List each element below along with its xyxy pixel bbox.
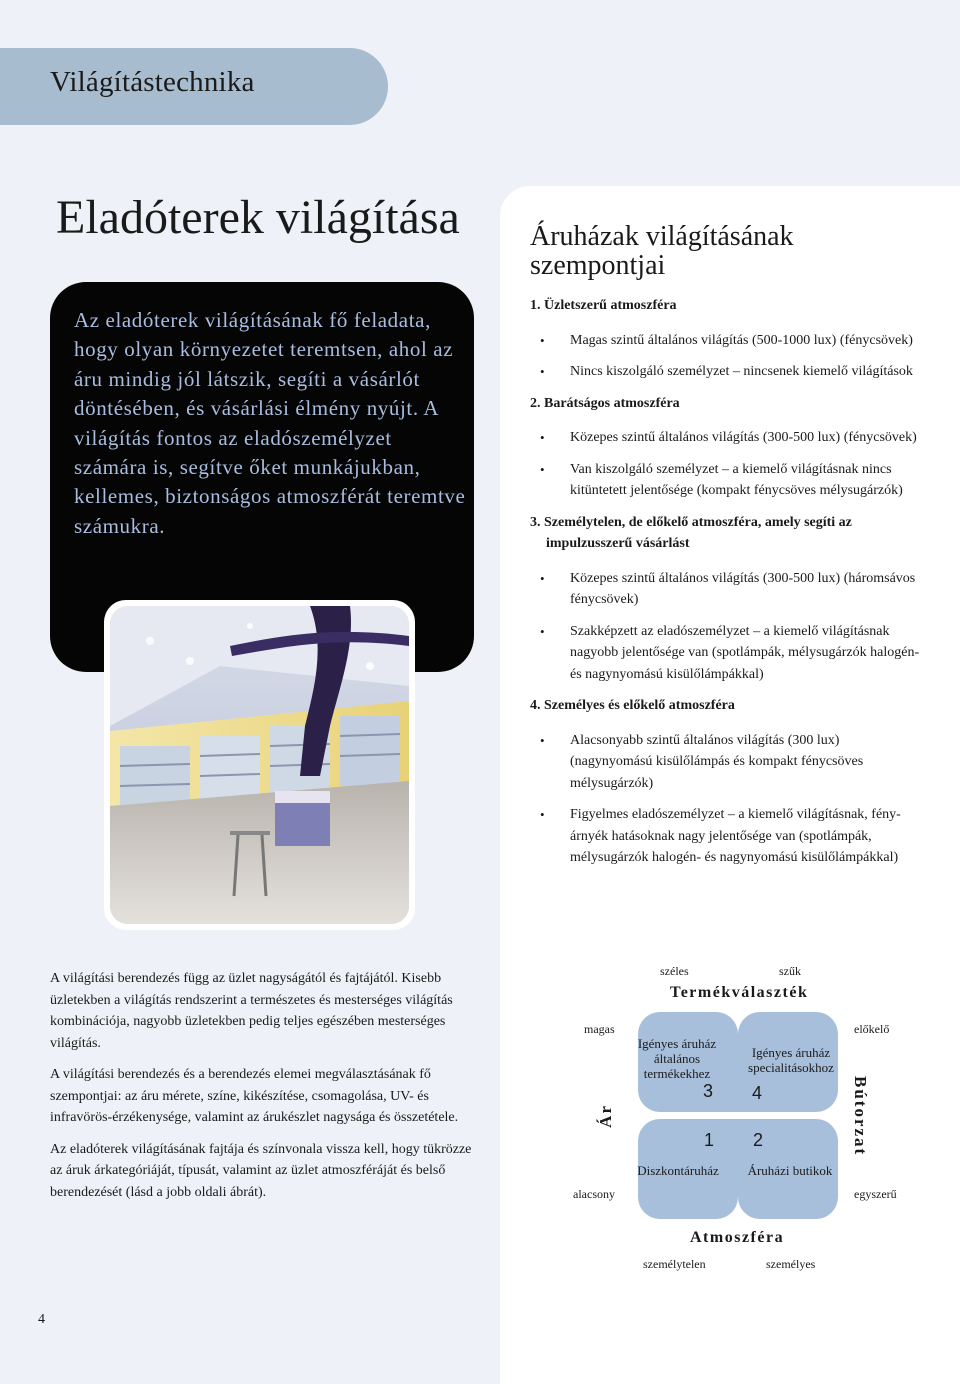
quadrant-3-number: 3 xyxy=(703,1081,714,1101)
store-interior-photo xyxy=(110,606,409,924)
list-item xyxy=(530,621,922,686)
quadrant-2-label: Áruházi butikok xyxy=(747,1163,833,1178)
list-item-text: Magas szintű általános világítás (500-1000 lux) (fénycsövek) xyxy=(570,332,913,348)
list-item xyxy=(530,730,922,795)
list-item-text: Alacsonyabb szintű általános világítás (300 lux) (nagynyomású kisülőlámpás és kompakt fénycsöves mélysugárzók) xyxy=(570,732,864,791)
bullet-icon: • xyxy=(540,332,545,348)
criterion-heading-line1: 3. Személytelen, de előkelő atmoszféra, amely segíti az xyxy=(530,514,852,530)
intro-text: Az eladóterek világításának fő feladata, hogy olyan környezetet teremtsen, ahol az áru mindig jól látszik, segíti a vásárlót döntésében, és vásárlási élmény nyújt. A világítás fontos az eladószemélyzet számára is, segítve őket munkájukban, kellemes, biztonságos atmoszférát teremtve számukra. xyxy=(74,308,466,538)
criterion-1 xyxy=(530,295,922,383)
criterion-heading xyxy=(530,512,922,555)
axis-bottom-left-label: személytelen xyxy=(643,1257,706,1271)
criterion-2 xyxy=(530,393,922,502)
list-item-text: Közepes szintű általános világítás (300-500 lux) (fénycsövek) xyxy=(570,430,917,445)
bullet-icon: • xyxy=(540,732,545,748)
quadrant-3-label: Igényes áruház általános termékekhez xyxy=(637,1036,717,1081)
paragraph: Az eladóterek világításának fajtája és színvonala vissza kell, hogy tükrözze az áruk árkategóriáját, típusát, valamint az üzlet atmoszféráját és belső berendezését (lásd a jobb oldali ábrát). xyxy=(50,1141,472,1200)
list-item xyxy=(530,804,922,869)
criterion-heading: 1. Üzletszerű atmoszféra xyxy=(530,298,677,313)
list-item-text: Van kiszolgáló személyzet – a kiemelő világításnak nincs kitüntetett jelentősége (kompakt fénycsöves mélysugárzók) xyxy=(570,461,903,498)
axis-top-left-label: széles xyxy=(660,964,689,978)
list-item-text: Közepes szintű általános világítás (300-500 lux) (háromsávos fénycsövek) xyxy=(570,570,916,607)
axis-top-title: Termékválaszték xyxy=(670,984,809,1001)
axis-bottom-title: Atmoszféra xyxy=(690,1229,785,1246)
page-number: 4 xyxy=(38,1312,45,1327)
paragraph: A világítási berendezés és a berendezés elemei megválasztásának fő szempontjai: az áru mérete, színe, kikészítése, csomagolása, UV- és infravörös-érzékenysége, valamint az árukészlet nagysága és összetétele. xyxy=(50,1067,459,1125)
quadrant-4-number: 4 xyxy=(752,1083,763,1103)
axis-right-bottom-label: egyszerű xyxy=(854,1187,897,1201)
photo-frame xyxy=(104,600,415,930)
quadrant-1-number: 1 xyxy=(704,1130,715,1150)
page-title: Eladóterek világítása xyxy=(56,191,460,244)
paragraph: A világítási berendezés függ az üzlet nagyságától és fajtájától. Kisebb üzletekben a világítás rendszerint a természetes és mesterséges világítás kombinációja, nagyobb üzletekben pedig teljes egészében mesterséges világítás. xyxy=(50,971,453,1051)
criterion-heading-line2: impulzusszerű vásárlást xyxy=(546,536,690,551)
quadrant-2-number: 2 xyxy=(753,1130,764,1150)
axis-right-title: Bútorzat xyxy=(851,1076,870,1157)
criterion-3 xyxy=(530,512,922,686)
bottom-text xyxy=(50,968,480,1213)
list-item xyxy=(530,568,922,611)
criteria-list xyxy=(530,295,922,879)
list-item xyxy=(530,427,922,449)
list-item-text: Szakképzett az eladószemélyzet – a kiemelő világításnak nagyobb jelentősége van (spotlámpák, mélysugárzók halogén- és nagynyomású kisülőlámpákkal) xyxy=(570,623,920,682)
bullet-icon: • xyxy=(540,364,545,379)
list-item-text: Figyelmes eladószemélyzet – a kiemelő világításnak, fény-árnyék hatásoknak nagy jelentősége van (spotlámpák, mélysugárzók halogén- és nagynyomású kisülőlámpákkal) xyxy=(570,807,901,865)
axis-left-top-label: magas xyxy=(584,1022,615,1036)
quadrant-4-label: Igényes áruház specialitásokhoz xyxy=(748,1045,834,1075)
header-title: Világítástechnika xyxy=(50,66,255,98)
bullet-icon: • xyxy=(540,430,545,445)
criterion-4 xyxy=(530,695,922,869)
list-item xyxy=(530,330,922,352)
axis-left-title: Ár xyxy=(596,1104,615,1128)
bullet-icon: • xyxy=(540,570,545,586)
axis-top-right-label: szűk xyxy=(779,964,801,978)
bullet-icon: • xyxy=(540,807,545,822)
list-item-text: Nincs kiszolgáló személyzet – nincsenek kiemelő világítások xyxy=(570,364,913,379)
list-item xyxy=(530,459,922,502)
bullet-icon: • xyxy=(540,623,545,639)
quadrant-1-label: Diszkontáruház xyxy=(637,1163,719,1178)
axis-bottom-right-label: személyes xyxy=(766,1257,816,1271)
section-title: Áruházak világításának szempontjai xyxy=(530,221,794,281)
axis-left-bottom-label: alacsony xyxy=(573,1187,615,1201)
axis-right-top-label: előkelő xyxy=(854,1022,890,1036)
list-item xyxy=(530,361,922,383)
criterion-heading: 2. Barátságos atmoszféra xyxy=(530,395,680,411)
bullet-icon: • xyxy=(540,461,545,477)
criterion-heading: 4. Személyes és előkelő atmoszféra xyxy=(530,698,735,713)
